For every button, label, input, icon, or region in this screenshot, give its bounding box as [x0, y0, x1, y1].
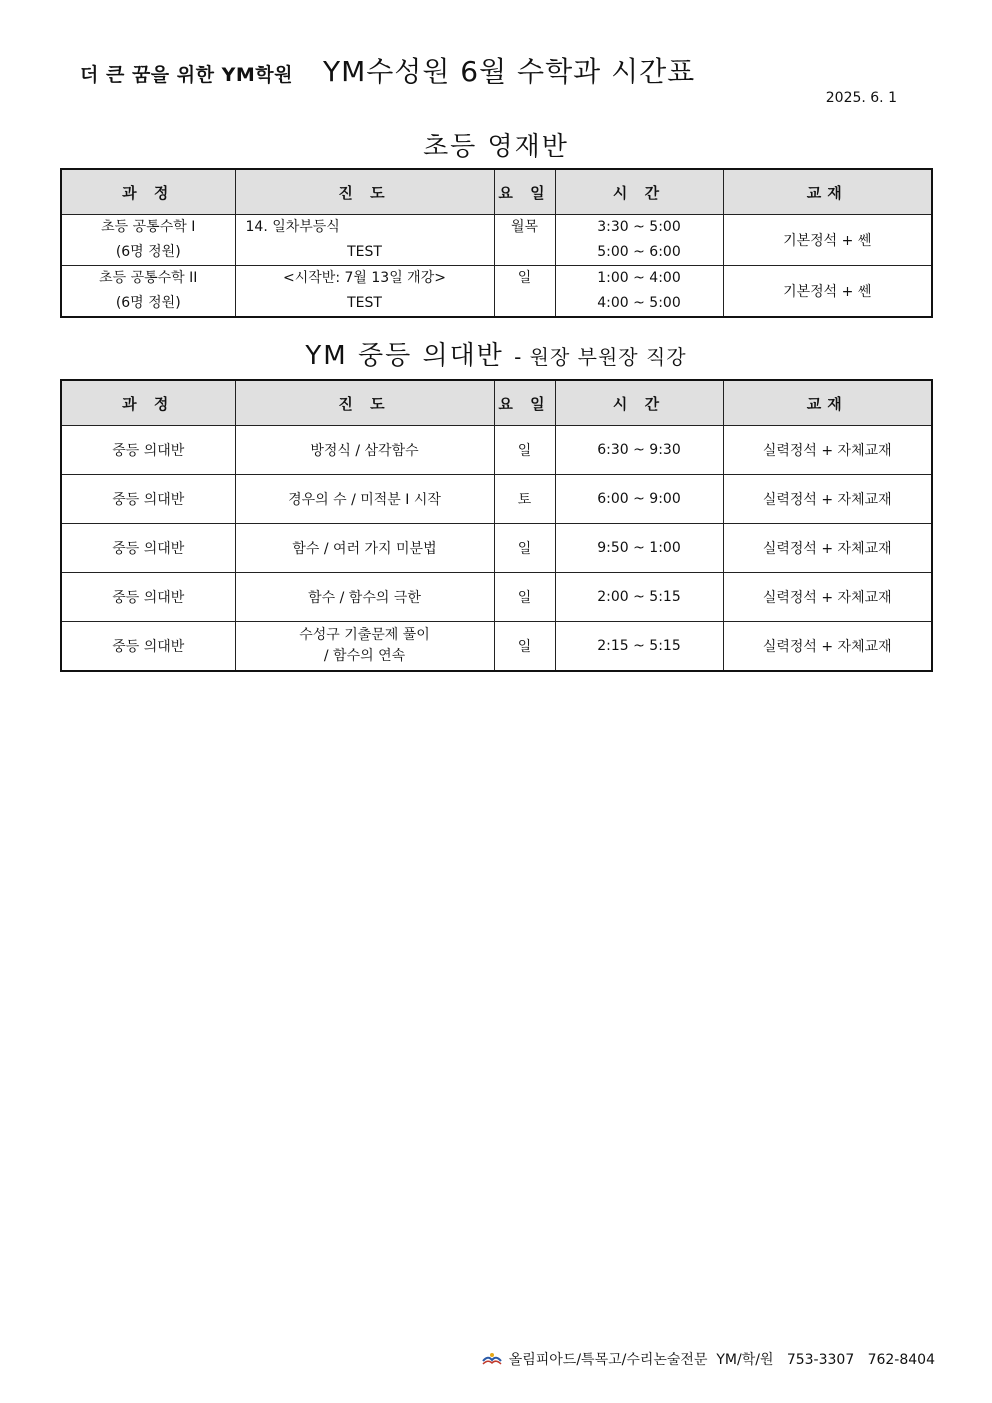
- column-header-day: 요 일: [494, 169, 555, 215]
- column-header-progress: 진 도: [235, 169, 494, 215]
- column-header-time: 시 간: [555, 169, 723, 215]
- column-header-time: 시 간: [555, 380, 723, 426]
- table-row: [61, 266, 932, 318]
- course-cell: 중등 의대반: [61, 573, 235, 622]
- column-header-day: 요 일: [494, 380, 555, 426]
- table-row: [61, 524, 932, 573]
- table-row: [61, 215, 932, 266]
- textbook-cell: 실력정석 + 자체교재: [723, 622, 932, 672]
- course-cell: 중등 의대반: [61, 475, 235, 524]
- time-cell: [555, 215, 723, 266]
- page-footer: [481, 1349, 935, 1369]
- time-cell: 6:30 ~ 9:30: [555, 426, 723, 475]
- time-slot-2: 5:00 ~ 6:00: [597, 244, 681, 260]
- day-cell: [494, 266, 555, 318]
- section-title-middle: [0, 335, 992, 372]
- progress-topic: 수성구 기출문제 풀이: [299, 627, 430, 643]
- section-title-main: YM 중등 의대반: [305, 341, 504, 371]
- middle-school-timetable: [60, 379, 933, 672]
- course-cell: 중등 의대반: [61, 524, 235, 573]
- progress-cell: [235, 215, 494, 266]
- time-cell: 2:15 ~ 5:15: [555, 622, 723, 672]
- elementary-timetable: [60, 168, 933, 318]
- document-title: YM수성원 6월 수학과 시간표: [322, 55, 696, 88]
- day-cell: [494, 215, 555, 266]
- textbook-cell: 실력정석 + 자체교재: [723, 524, 932, 573]
- table-row: [61, 622, 932, 672]
- course-cell: [61, 215, 235, 266]
- textbook-cell: 기본정석 + 쎈: [723, 215, 932, 266]
- time-cell: 2:00 ~ 5:15: [555, 573, 723, 622]
- progress-topic-continued: / 함수의 연속: [323, 648, 406, 664]
- column-header-course: 과 정: [61, 169, 235, 215]
- textbook-cell: 실력정석 + 자체교재: [723, 426, 932, 475]
- table-row: [61, 573, 932, 622]
- column-header-progress: 진 도: [235, 380, 494, 426]
- day-value: 월목: [510, 219, 539, 235]
- progress-topic: <시작반: 7월 13일 개강>: [283, 270, 446, 286]
- time-cell: [555, 266, 723, 318]
- progress-topic: 14. 일차부등식: [245, 219, 340, 235]
- progress-cell: [235, 266, 494, 318]
- day-cell: 토: [494, 475, 555, 524]
- textbook-cell: 실력정석 + 자체교재: [723, 573, 932, 622]
- course-name: 초등 공통수학 II: [99, 270, 198, 286]
- document-date: 2025. 6. 1: [825, 90, 897, 106]
- academy-slogan: 더 큰 꿈을 위한 YM학원: [80, 64, 293, 86]
- course-name: 초등 공통수학 I: [101, 219, 196, 235]
- progress-test: TEST: [347, 244, 382, 260]
- time-slot-1: 3:30 ~ 5:00: [597, 219, 681, 235]
- progress-cell: 방정식 / 삼각함수: [235, 426, 494, 475]
- academy-logo-icon: [481, 1352, 503, 1366]
- table-header-row: [61, 380, 932, 426]
- course-capacity: (6명 정원): [115, 244, 181, 260]
- time-slot-1: 1:00 ~ 4:00: [597, 270, 681, 286]
- column-header-course: 과 정: [61, 380, 235, 426]
- day-value: 일: [517, 270, 532, 286]
- progress-cell: 함수 / 함수의 극한: [235, 573, 494, 622]
- day-cell: 일: [494, 524, 555, 573]
- time-cell: 6:00 ~ 9:00: [555, 475, 723, 524]
- day-cell: 일: [494, 426, 555, 475]
- day-cell: 일: [494, 573, 555, 622]
- course-cell: 중등 의대반: [61, 622, 235, 672]
- table-header-row: [61, 169, 932, 215]
- time-cell: 9:50 ~ 1:00: [555, 524, 723, 573]
- column-header-textbook: 교재: [723, 169, 932, 215]
- section-title-subtitle: - 원장 부원장 직강: [514, 345, 687, 369]
- section-title-elementary: 초등 영재반: [423, 132, 569, 162]
- table-row: [61, 475, 932, 524]
- column-header-textbook: 교재: [723, 380, 932, 426]
- progress-test: TEST: [347, 295, 382, 311]
- time-slot-2: 4:00 ~ 5:00: [597, 295, 681, 311]
- course-cell: 중등 의대반: [61, 426, 235, 475]
- footer-contact-text: 올림피아드/특목고/수리논술전문 YM/학/원 753-3307 762-8404: [508, 1352, 935, 1368]
- course-cell: [61, 266, 235, 318]
- progress-cell: 경우의 수 / 미적분 I 시작: [235, 475, 494, 524]
- textbook-cell: 실력정석 + 자체교재: [723, 475, 932, 524]
- textbook-cell: 기본정석 + 쎈: [723, 266, 932, 318]
- progress-cell: [235, 622, 494, 672]
- table-row: [61, 426, 932, 475]
- course-capacity: (6명 정원): [115, 295, 181, 311]
- progress-cell: 함수 / 여러 가지 미분법: [235, 524, 494, 573]
- page-header: [80, 50, 695, 90]
- day-cell: 일: [494, 622, 555, 672]
